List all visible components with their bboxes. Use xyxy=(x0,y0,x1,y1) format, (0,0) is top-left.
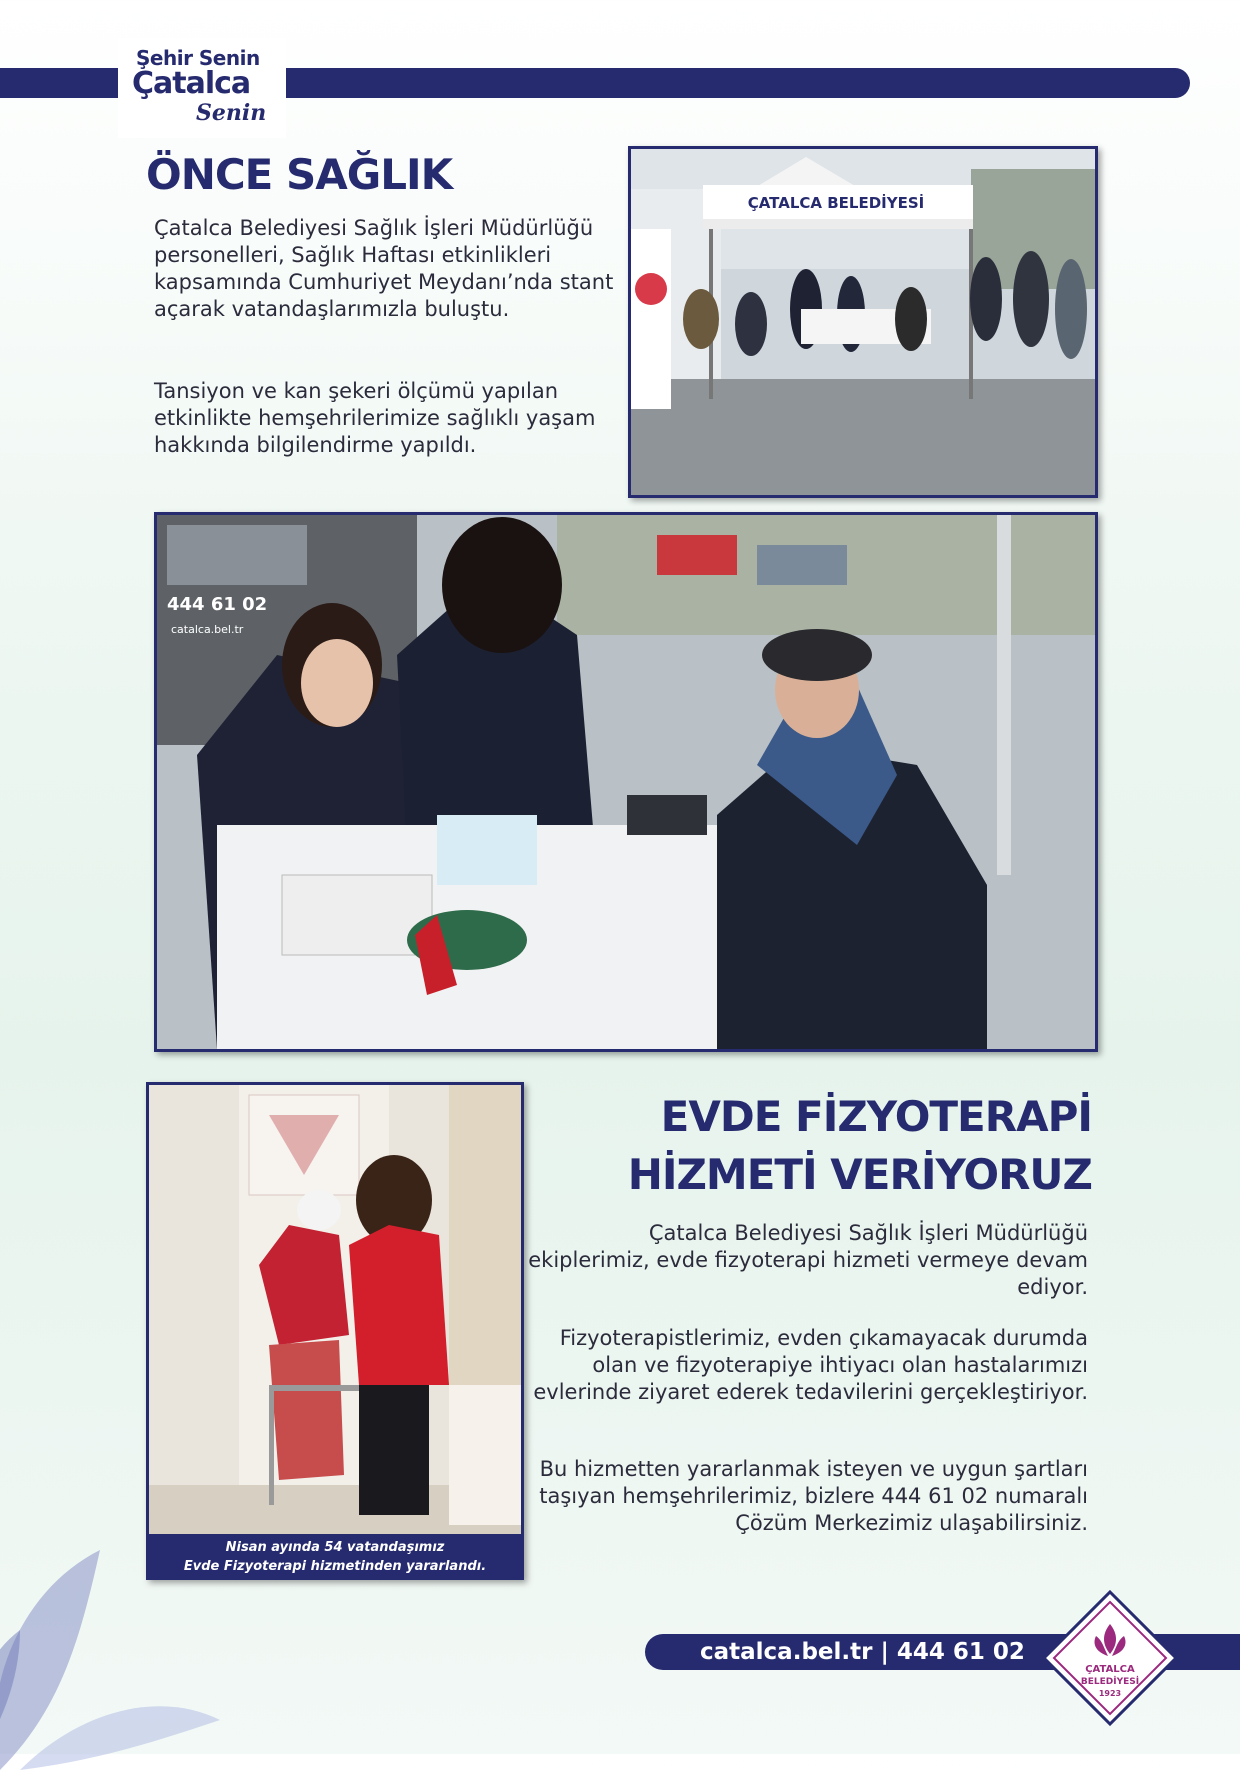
caption-line1: Nisan ayında 54 vatandaşımız xyxy=(225,1540,445,1555)
logo-text-line1: Şehir Senin xyxy=(136,46,260,70)
section2-title-line1: EVDE FİZYOTERAPİ xyxy=(660,1092,1092,1141)
badge-line1: ÇATALCA xyxy=(1085,1664,1135,1675)
section1-paragraph2: Tansiyon ve kan şekeri ölçümü yapılan etkinlikte hemşehrilerimize sağlıklı yaşam hakkında bilgilendirme yapıldı. xyxy=(154,379,596,457)
caption-line2: Evde Fizyoterapi hizmetinden yararlandı. xyxy=(183,1559,487,1574)
section2-paragraph1: Çatalca Belediyesi Sağlık İşleri Müdürlüğü ekiplerimiz, evde fizyoterapi hizmeti vermeye devam ediyor. xyxy=(528,1221,1088,1299)
footer-contact: catalca.bel.tr | 444 61 02 xyxy=(700,1639,1025,1665)
logo-text-line3: Senin xyxy=(196,100,267,126)
section1-title: ÖNCE SAĞLIK xyxy=(146,150,453,199)
van-web-text: catalca.bel.tr xyxy=(171,623,244,636)
photo-blood-pressure xyxy=(154,512,1098,1052)
badge-line2: BELEDİYESİ xyxy=(1080,1677,1140,1687)
municipality-badge xyxy=(1040,1588,1180,1728)
van-phone-text: 444 61 02 xyxy=(167,594,268,615)
photo-caption xyxy=(146,1534,524,1580)
badge-year: 1923 xyxy=(1098,1689,1122,1698)
logo-text-line2: Çatalca xyxy=(132,66,251,101)
tent-sign-text: ÇATALCA BELEDİYESİ xyxy=(747,194,925,212)
section2-title-line2: HİZMETİ VERİYORUZ xyxy=(627,1150,1092,1199)
section2-paragraph3: Bu hizmetten yararlanmak isteyen ve uygun şartları taşıyan hemşehrilerimiz, bizlere 444 61 02 numaralı Çözüm Merkezimiz ulaşabilirsiniz. xyxy=(539,1457,1088,1535)
photo-health-tent xyxy=(628,146,1098,498)
section2-title xyxy=(628,1088,1092,1204)
section2-paragraph2: Fizyoterapistlerimiz, evden çıkamayacak durumda olan ve fizyoterapiye ihtiyacı olan hastalarımızı evlerinde ziyaret ederek tedavilerini gerçekleştiriyor. xyxy=(533,1326,1088,1404)
section1-paragraph1: Çatalca Belediyesi Sağlık İşleri Müdürlüğü personelleri, Sağlık Haftası etkinlikleri kapsamında Cumhuriyet Meydanı’nda stant açarak vatandaşlarımızla buluştu. xyxy=(154,216,614,321)
photo-home-physiotherapy xyxy=(146,1082,524,1580)
